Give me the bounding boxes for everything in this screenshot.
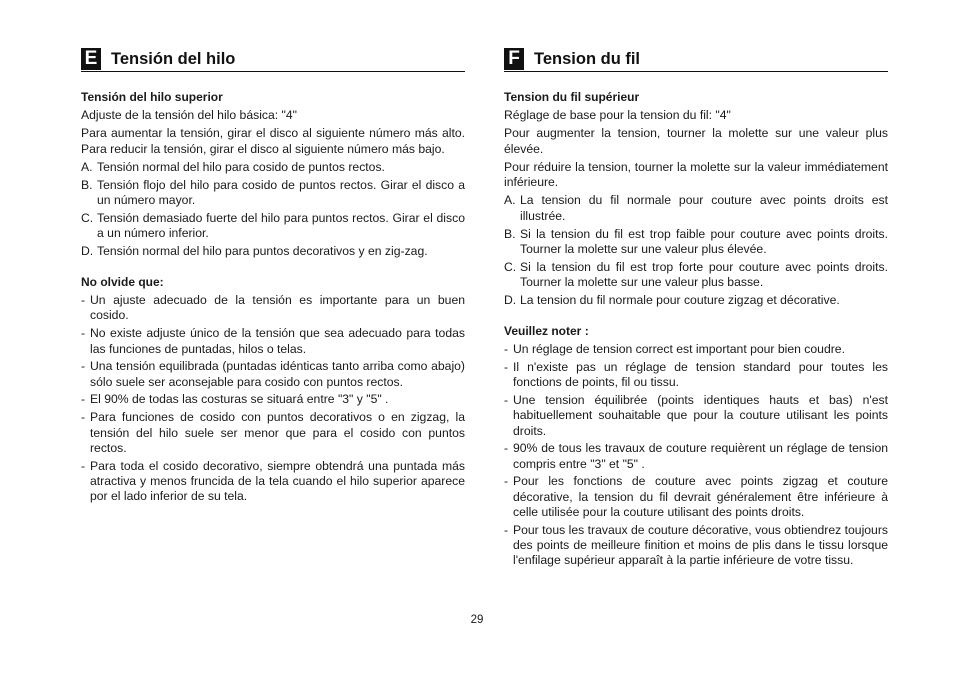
spanish-column (81, 47, 465, 507)
french-header (504, 47, 888, 72)
language-badge-f: F (504, 48, 524, 70)
spanish-section-title: Tensión del hilo superior (81, 90, 223, 104)
spanish-notes-list (81, 293, 465, 504)
french-intro-basic: Réglage de base pour la tension du fil: "4" (504, 108, 731, 122)
list-item: - Un réglage de tension correct est important pour bien coudre. (504, 342, 845, 357)
french-intro-increase: Pour augmenter la tension, tourner la molette sur une valeur plus élevée. (504, 126, 888, 156)
list-item: - Para funciones de cosido con puntos decorativos o en zigzag, la tensión del hilo suele ser menor que para el cosido con puntos rectos. (81, 410, 465, 455)
spanish-intro-adjust: Para aumentar la tensión, girar el disco al siguiente número más alto. Para reducir la tensión, girar el disco al siguiente número más bajo. (81, 126, 465, 156)
french-notes-list (504, 342, 888, 569)
french-tension-list (504, 193, 888, 308)
list-item: C. Tensión demasiado fuerte del hilo para puntos rectos. Girar el disco a un número inferior. (81, 210, 465, 241)
list-item: - 90% de tous les travaux de couture requièrent un réglage de tension compris entre "3" et "5" . (504, 441, 888, 471)
spanish-header (81, 47, 465, 72)
french-column (504, 47, 888, 571)
language-badge-e: E (81, 48, 101, 70)
list-item: D. Tensión normal del hilo para puntos decorativos y en zig-zag. (81, 243, 428, 258)
list-item: C. Si la tension du fil est trop forte pour couture avec points droits. Tourner la molette sur une valeur plus basse. (504, 259, 888, 289)
spanish-note-title: No olvide que: (81, 275, 164, 290)
list-item: - Il n'existe pas un réglage de tension standard pour toutes les fonctions de points, fil ou tissu. (504, 359, 888, 390)
list-item: A. La tension du fil normale pour couture avec points droits est illustrée. (504, 193, 888, 223)
french-note-title: Veuillez noter : (504, 324, 589, 339)
list-item: A. Tensión normal del hilo para cosido de puntos rectos. (81, 159, 385, 174)
list-item: - Une tension équilibrée (points identiques hauts et bas) n'est habituellement souhaitable que pour la couture utilisant les points droits. (504, 392, 888, 438)
list-item: - Pour tous les travaux de couture décorative, vous obtiendrez toujours des points de meilleure finition et moins de plis dans le tissu lorsque l'enfilage supérieur apparaît à la partie inférieure de votre tissu. (504, 522, 888, 568)
french-section-title: Tension du fil supérieur (504, 90, 640, 104)
list-item: B. Tensión flojo del hilo para cosido de puntos rectos. Girar el disco a un número mayor. (81, 177, 465, 207)
spanish-tension-list (81, 160, 465, 259)
list-item: B. Si la tension du fil est trop faible pour couture avec points droits. Tourner la molette sur une valeur plus élevée. (504, 226, 888, 256)
french-intro-decrease: Pour réduire la tension, tourner la molette sur la valeur immédiatement inférieure. (504, 159, 888, 190)
list-item: - Una tensión equilibrada (puntadas idénticas tanto arriba como abajo) sólo suele ser aconsejable para cosido con puntos rectos. (81, 359, 465, 389)
french-title: Tension du fil (534, 49, 641, 68)
list-item: - No existe adjuste único de la tensión que sea adecuado para todas las funciones de puntadas, hilos o telas. (81, 326, 465, 356)
list-item: - Para toda el cosido decorativo, siempre obtendrá una puntada más atractiva y menos fruncida de la tela cuando el hilo superior aparece por el lado inferior de su tela. (81, 458, 465, 504)
list-item: D. La tension du fil normale pour couture zigzag et décorative. (504, 292, 840, 307)
page-number: 29 (470, 614, 484, 626)
spanish-title: Tensión del hilo (111, 49, 236, 68)
list-item: - Un ajuste adecuado de la tensión es importante para un buen cosido. (81, 293, 465, 323)
list-item: - Pour les fonctions de couture avec points zigzag et couture décorative, la tension du fil devrait généralement être inférieure à celle utilisée pour la couture utilisant des points droits. (504, 474, 888, 520)
list-item: - El 90% de todas las costuras se situará entre "3" y "5" . (81, 392, 389, 407)
spanish-intro-basic: Adjuste de la tensión del hilo básica: "4" (81, 108, 297, 122)
